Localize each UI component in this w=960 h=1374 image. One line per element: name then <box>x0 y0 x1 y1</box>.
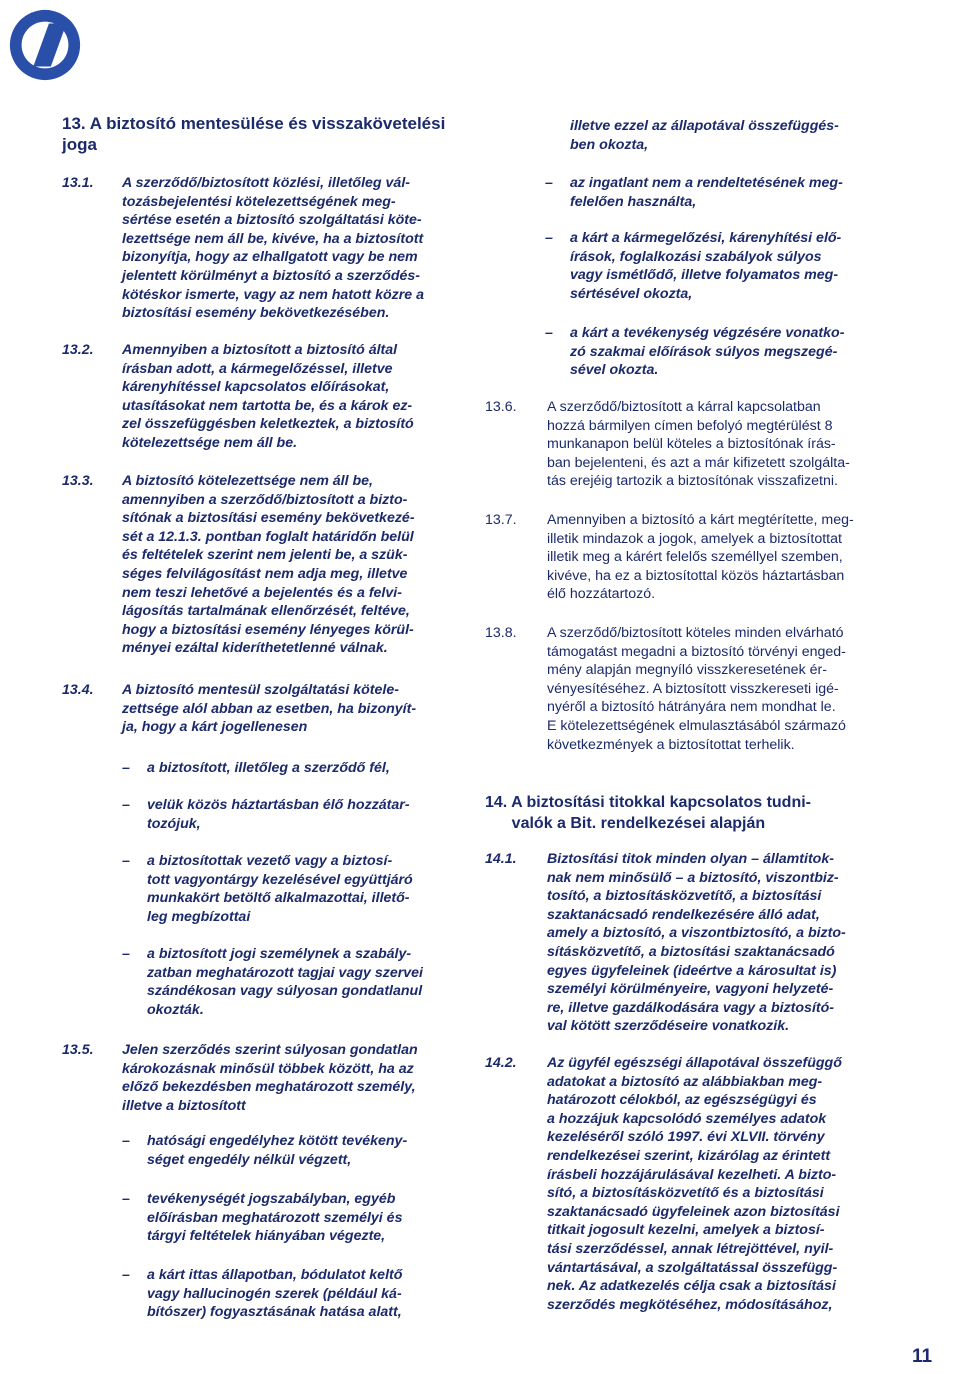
paragraph-13-3-number: 13.3. <box>62 473 94 489</box>
list-item-text: az ingatlant nem a rendeltetésének meg- felelően használta, <box>570 175 843 210</box>
paragraph-14-2-number: 14.2. <box>485 1055 517 1071</box>
section-13-heading: 13. A biztosító mentesülése és visszakövetelési joga <box>62 114 446 154</box>
paragraph-13-6-number: 13.6. <box>485 399 517 415</box>
paragraph-13-2-text: Amennyiben a biztosított a biztosító által írásban adott, a kármegelőzéssel, illetve kárenyhítéssel kapcsolatos előírásokat, utasításokat nem tartotta be, és a károk ez- zel összefüggésben keletkeztek, a biztosító kötelezettsége nem áll be. <box>122 342 414 451</box>
paragraph-13-7-number: 13.7. <box>485 512 517 528</box>
paragraph-14-1-text: Biztosítási titok minden olyan – államtitok- nak nem minősülő – a biztosító, viszontbiz- tosító, a biztosításközvetítő, a biztosítási szaktanácsadó rendelkezésére álló adat, amely a biztosító, a viszontbiztosító, a bizto- sításközvetítő, a biztosítási szaktanácsadó egyes ügyfeleinek (ideértve a károsultat is) személyi körülményeire, vagyoni helyzeté- re, illetve gazdálkodására vagy a biztosító- val kötött szerződéseire vonatkozik. <box>547 851 846 1035</box>
paragraph-14-2-text: Az ügyfél egészségi állapotával összefüggő adatokat a biztosító az alábbiakban meg- határozott célokból, az egészségügyi és a hozzájuk kapcsolódó személyes adatok kezeléséről szóló 1997. évi XLVII. törvény rendelkezései szerint, kizárólag az érintett írásbeli hozzájárulásával kezelheti. A bizto- sító, a biztosításközvetítő és a biztosítási szaktanácsadó ügyfeleinek azon biztosítási titkait jogosult kezelni, amelyek a biztosí- tási szerződéssel, annak létrejöttével, nyil- vántartásával, a szolgáltatással összefügg- nek. Az adatkezelés célja csak a biztosítási szerződés megkötéséhez, módosításához, <box>547 1055 842 1313</box>
list-item-text: hatósági engedélyhez kötött tevékeny- séget engedély nélkül végzett, <box>147 1133 408 1168</box>
paragraph-13-8-text: A szerződő/biztosított köteles minden elvárható támogatást megadni a biztosító törvényi enged- mény alapján megnyíló visszkeresetének ér- vényesítéséhez. A biztosított visszkereseti igé- nyéről a biztosító hátrányára nem mondhat le. E kötelezettségének elmulasztásából származó következmények a biztosítottat terhelik. <box>547 625 846 753</box>
insurer-logo-icon <box>6 6 84 84</box>
paragraph-13-1-text: A szerződő/biztosított közlési, illetőleg vál- tozásbejelentési kötelezettségének meg- sértése esetén a biztosító szolgáltatási köte- lezettsége nem áll be, kivéve, ha a biztosított bizonyítja, hogy az elhallgatott vagy be nem jelentett körülményt a biztosító a szerződés- kötéskor ismerte, vagy az nem hatott közre a biztosítási esemény bekövetkezésében. <box>122 175 424 322</box>
list-item-text: a biztosítottak vezető vagy a biztosí- tott vagyontárgy kezelésével együttjáró munkakört betöltő alkalmazottai, illető- leg megbízottai <box>147 853 413 925</box>
list-item-text: a kárt a kármegelőzési, kárenyhítési elő- írások, foglalkozási szabályok súlyos vagy ismétlődő, illetve folyamatos meg- sértésével okozta, <box>570 230 842 302</box>
continued-text: illetve ezzel az állapotával összefüggés- ben okozta, <box>570 118 839 153</box>
paragraph-13-1-number: 13.1. <box>62 175 94 191</box>
paragraph-14-1-number: 14.1. <box>485 851 517 867</box>
paragraph-13-3-text: A biztosító kötelezettsége nem áll be, amennyiben a szerződő/biztosított a bizto- sítónak a biztosítási esemény bekövetkezé- sét a 12.1.3. pontban foglalt határidőn belül és feltételek szerint nem jelenti be, a szük- séges felvilágosítást nem adja meg, illetve nem teszi lehetővé a bejelentés és a felvi- lágosítás tartalmának ellenőrzését, feltéve, hogy a biztosítási esemény lényeges körül- ményei ezáltal kideríthetetlenné válnak. <box>122 473 415 657</box>
list-item-text: a biztosított, illetőleg a szerződő fél, <box>147 760 390 776</box>
paragraph-13-4-text: A biztosító mentesül szolgáltatási kötele- zettsége alól abban az esetben, ha bizonyít- ja, hogy a kárt jogellenesen <box>122 682 417 736</box>
paragraph-13-2-number: 13.2. <box>62 342 94 358</box>
list-item-text: velük közös háztartásban élő hozzátar- tozójuk, <box>147 797 410 832</box>
paragraph-13-5-number: 13.5. <box>62 1042 94 1058</box>
paragraph-13-4-number: 13.4. <box>62 682 94 698</box>
paragraph-13-6-text: A szerződő/biztosított a kárral kapcsolatban hozzá bármilyen címen befolyó megtérülést 8 munkanapon belül köteles a biztosítónak írás- ban bejelenteni, és azt a már kifizetett szolgálta- tás erejéig tartozik a biztosítónak visszafizetni. <box>547 399 850 490</box>
page-number: 11 <box>912 1346 933 1367</box>
paragraph-13-7-text: Amennyiben a biztosító a kárt megtérítette, meg- illetik mindazok a jogok, amelyek a biztosítottat illetik meg a kárért felelős személlyel szemben, kivéve, ha ez a biztosítottal közös háztartásban élő hozzátartozó. <box>547 512 854 603</box>
paragraph-13-8-number: 13.8. <box>485 625 517 641</box>
list-item-text: a kárt a tevékenység végzésére vonatko- zó szakmai előírások súlyos megszegé- sével okozta. <box>570 325 845 379</box>
list-item-text: a biztosított jogi személynek a szabály- zatban meghatározott tagjai vagy szervei szándékosan vagy súlyosan gondatlanul okozták. <box>147 946 423 1018</box>
list-item-text: a kárt ittas állapotban, bódulatot keltő vagy hallucinogén szerek (például ká- bítószer) fogyasztásának hatása alatt, <box>147 1267 403 1321</box>
paragraph-13-5-text: Jelen szerződés szerint súlyosan gondatlan károkozásnak minősül többek között, ha az előző bekezdésben meghatározott személy, illetve a biztosított <box>122 1042 418 1114</box>
section-14-heading: 14. A biztosítási titokkal kapcsolatos tudni- valók a Bit. rendelkezései alapján <box>485 794 811 832</box>
list-item-text: tevékenységét jogszabályban, egyéb előírásban meghatározott személyi és tárgyi feltételek hiányában végezte, <box>147 1191 403 1245</box>
